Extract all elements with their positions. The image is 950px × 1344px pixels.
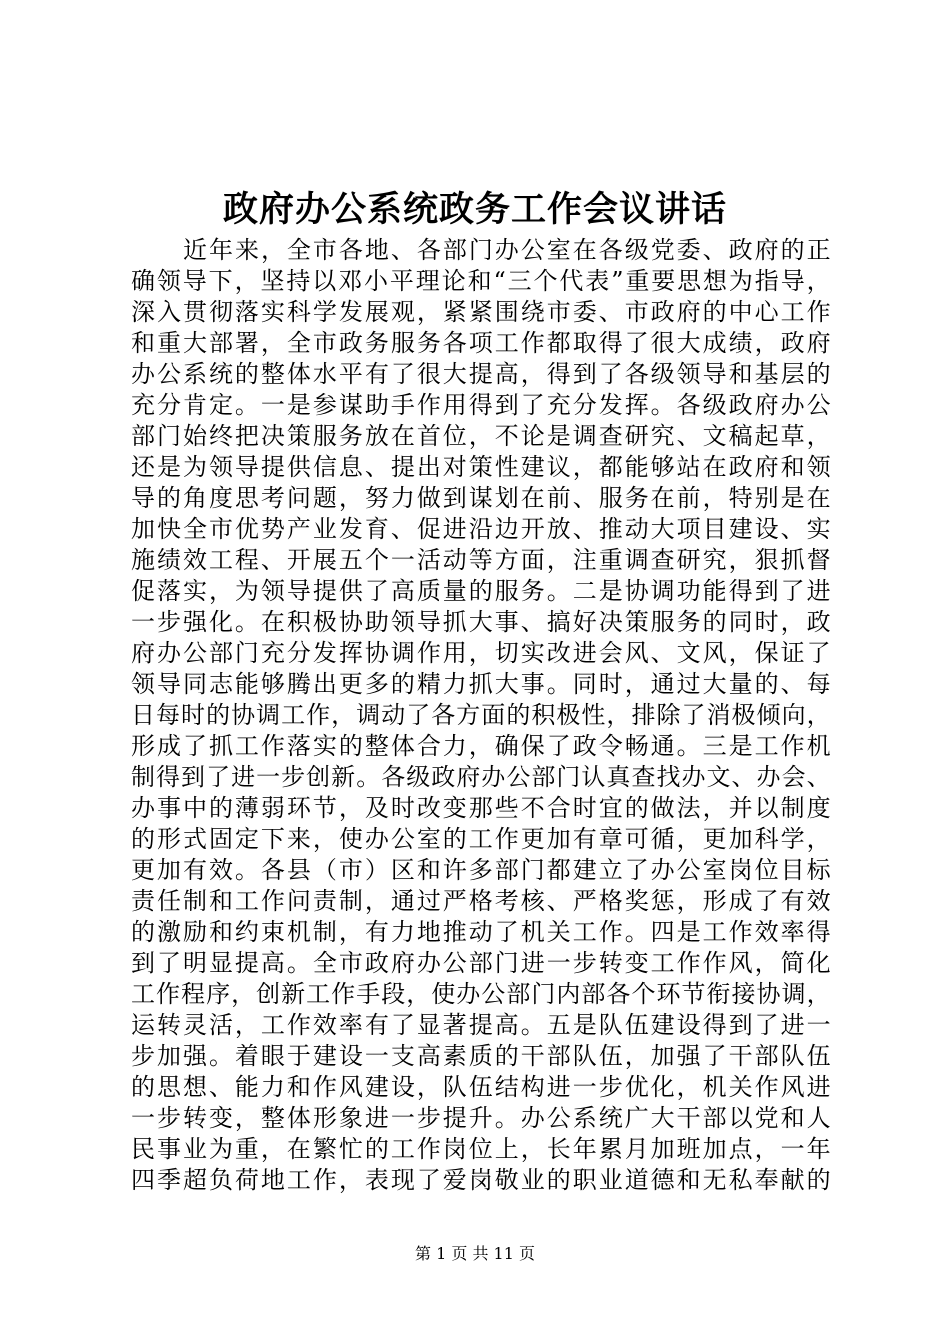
body-line: 运转灵活，工作效率有了显著提高。五是队伍建设得到了进一 bbox=[131, 1011, 831, 1039]
body-line: 步加强。着眼于建设一支高素质的干部队伍，加强了干部队伍 bbox=[131, 1042, 831, 1070]
body-line: 确领导下，坚持以邓小平理论和“三个代表”重要思想为指导， bbox=[131, 267, 831, 295]
body-line: 一步转变，整体形象进一步提升。办公系统广大干部以党和人 bbox=[131, 1104, 831, 1132]
body-line: 加快全市优势产业发育、促进沿边开放、推动大项目建设、实 bbox=[131, 515, 831, 543]
body-line: 充分肯定。一是参谋助手作用得到了充分发挥。各级政府办公 bbox=[131, 391, 831, 419]
body-line: 促落实，为领导提供了高质量的服务。二是协调功能得到了进 bbox=[131, 577, 831, 605]
body-line: 更加有效。各县（市）区和许多部门都建立了办公室岗位目标 bbox=[131, 856, 831, 884]
body-line: 的思想、能力和作风建设，队伍结构进一步优化，机关作风进 bbox=[131, 1073, 831, 1101]
body-line: 一步强化。在积极协助领导抓大事、搞好决策服务的同时，政 bbox=[131, 608, 831, 636]
body-line: 深入贯彻落实科学发展观，紧紧围绕市委、市政府的中心工作 bbox=[131, 298, 831, 326]
body-line: 办公系统的整体水平有了很大提高，得到了各级领导和基层的 bbox=[131, 360, 831, 388]
body-line: 日每时的协调工作，调动了各方面的积极性，排除了消极倾向， bbox=[131, 701, 831, 729]
body-line: 还是为领导提供信息、提出对策性建议，都能够站在政府和领 bbox=[131, 453, 831, 481]
body-line: 形成了抓工作落实的整体合力，确保了政令畅通。三是工作机 bbox=[131, 732, 831, 760]
body-line: 导的角度思考问题，努力做到谋划在前、服务在前，特别是在 bbox=[131, 484, 831, 512]
body-line: 制得到了进一步创新。各级政府办公部门认真查找办文、办会、 bbox=[131, 763, 831, 791]
body-line: 领导同志能够腾出更多的精力抓大事。同时，通过大量的、每 bbox=[131, 670, 831, 698]
body-line: 和重大部署，全市政务服务各项工作都取得了很大成绩，政府 bbox=[131, 329, 831, 357]
document-body bbox=[131, 235, 831, 1196]
page-indicator: 第 1 页 共 11 页 bbox=[415, 1244, 535, 1263]
document-title: 政府办公系统政务工作会议讲话 bbox=[222, 189, 727, 230]
body-line: 四季超负荷地工作，表现了爱岗敬业的职业道德和无私奉献的 bbox=[131, 1166, 831, 1194]
body-line: 施绩效工程、开展五个一活动等方面，注重调查研究，狠抓督 bbox=[131, 546, 831, 574]
body-line: 工作程序，创新工作手段，使办公部门内部各个环节衔接协调， bbox=[131, 980, 831, 1008]
body-line: 的形式固定下来，使办公室的工作更加有章可循，更加科学， bbox=[131, 825, 831, 853]
page-footer bbox=[0, 1242, 950, 1266]
body-line: 民事业为重，在繁忙的工作岗位上，长年累月加班加点，一年 bbox=[131, 1135, 831, 1163]
body-line: 到了明显提高。全市政府办公部门进一步转变工作作风，简化 bbox=[131, 949, 831, 977]
body-line: 办事中的薄弱环节，及时改变那些不合时宜的做法，并以制度 bbox=[131, 794, 831, 822]
body-line: 府办公部门充分发挥协调作用，切实改进会风、文风，保证了 bbox=[131, 639, 831, 667]
body-line: 近年来，全市各地、各部门办公室在各级党委、政府的正 bbox=[183, 236, 831, 264]
body-line: 部门始终把决策服务放在首位，不论是调查研究、文稿起草， bbox=[131, 422, 831, 450]
body-line: 的激励和约束机制，有力地推动了机关工作。四是工作效率得 bbox=[131, 918, 831, 946]
body-line: 责任制和工作问责制，通过严格考核、严格奖惩，形成了有效 bbox=[131, 887, 831, 915]
